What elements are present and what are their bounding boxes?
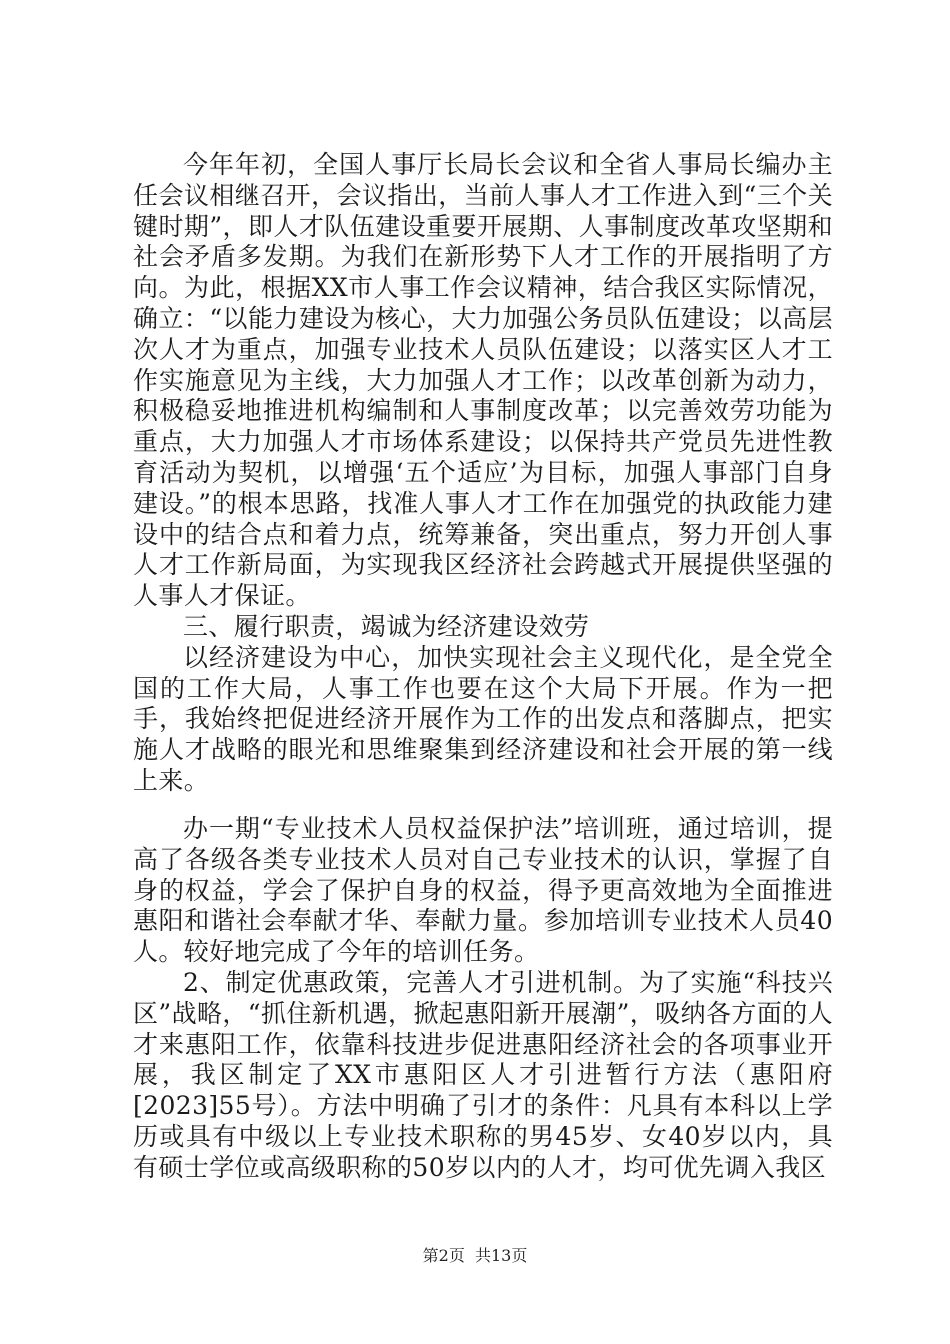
section-heading: 三、履行职责，竭诚为经济建设效劳 xyxy=(183,611,590,641)
body-text-section-2 xyxy=(133,814,833,1184)
page-number-footer: 第2页 共13页 xyxy=(422,1246,528,1265)
body-text-section-1 xyxy=(133,150,833,797)
paragraph-intro: 今年年初，全国人事厅长局长会议和全省人事局长编办主任会议相继召开，会议指出，当前人事人才工作进入到“三个关键时期”，即人才队伍建设重要开展期、人事制度改革攻坚期和社会矛盾多发期。为我们在新形势下人才工作的开展指明了方向。为此，根据XX市人事工作会议精神，结合我区实际情况，确立：“以能力建设为核心，大力加强公务员队伍建设；以高层次人才为重点，加强专业技术人员队伍建设；以落实区人才工作实施意见为主线，大力加强人才工作；以改革创新为动力，积极稳妥地推进机构编制和人事制度改革；以完善效劳功能为重点，大力加强人才市场体系建设；以保持共产党员先进性教育活动为契机，以增强‘五个适应’为目标，加强人事部门自身建设。”的根本思路，找准人事人才工作在加强党的执政能力建设中的结合点和着力点，统筹兼备，突出重点，努力开创人事人才工作新局面，为实现我区经济社会跨越式开展提供坚强的人事人才保证。 xyxy=(133,150,833,611)
paragraph-training: 办一期“专业技术人员权益保护法”培训班，通过培训，提高了各级各类专业技术人员对自己专业技术的认识，掌握了自身的权益，学会了保护自身的权益，得予更高效地为全面推进惠阳和谐社会奉献才华、奉献力量。参加培训专业技术人员40人。较好地完成了今年的培训任务。 xyxy=(133,814,833,967)
paragraph-economy: 以经济建设为中心，加快实现社会主义现代化，是全党全国的工作大局，人事工作也要在这个大局下开展。作为一把手，我始终把促进经济开展作为工作的出发点和落脚点，把实施人才战略的眼光和思维聚集到经济建设和社会开展的第一线上来。 xyxy=(133,642,833,795)
paragraph-talent-policy: 2、制定优惠政策，完善人才引进机制。为了实施“科技兴区”战略，“抓住新机遇，掀起惠阳新开展潮”，吸纳各方面的人才来惠阳工作，依靠科技进步促进惠阳经济社会的各项事业开展，我区制定了XX市惠阳区人才引进暂行方法（惠阳府[2023]55号）。方法中明确了引才的条件：凡具有本科以上学历或具有中级以上专业技术职称的男45岁、女40岁以内，具有硕士学位或高级职称的50岁以内的人才，均可优先调入我区 xyxy=(133,967,833,1182)
